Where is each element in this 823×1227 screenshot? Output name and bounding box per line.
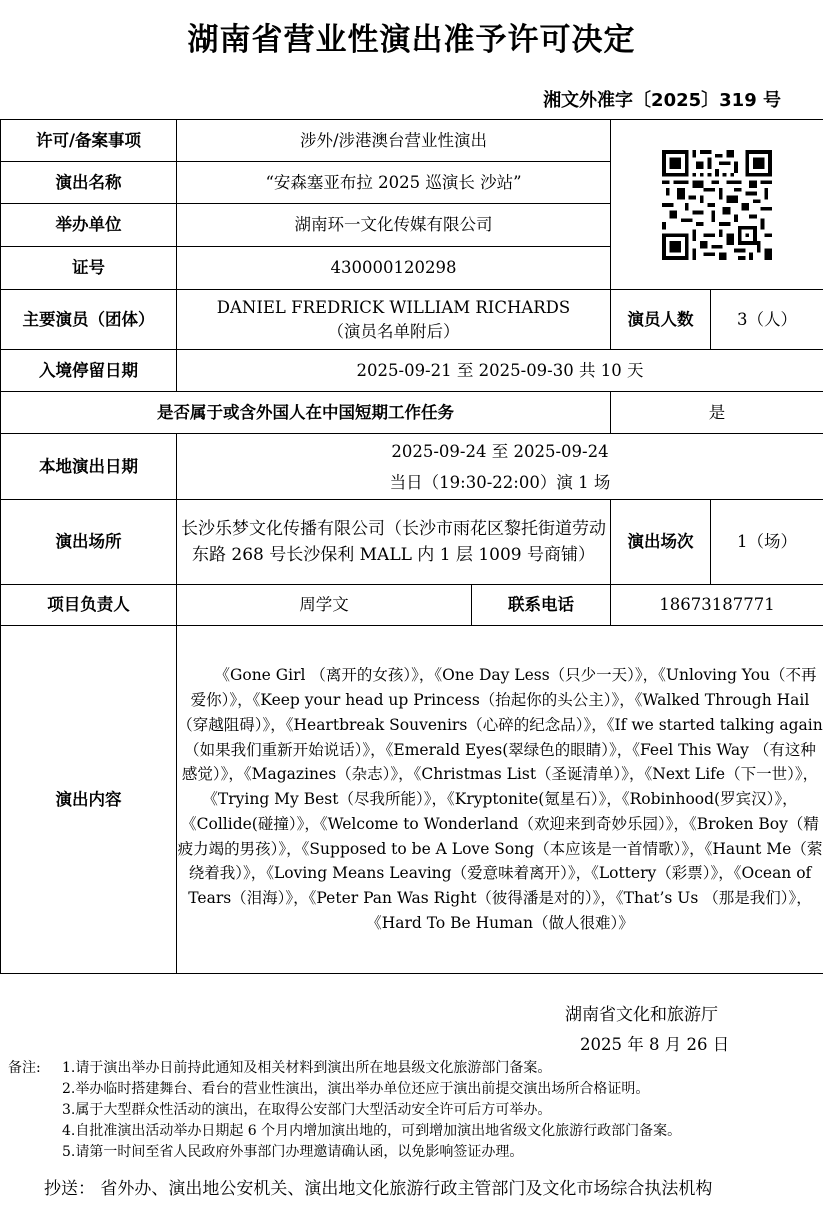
remarks-section	[8, 1058, 818, 1163]
remark-item: 5.请第一时间至省人民政府外事部门办理邀请确认函，以免影响签证办理。	[62, 1144, 524, 1160]
issue-date: 2025 年 8 月 26 日	[580, 1035, 730, 1054]
organizer-label: 举办单位	[1, 204, 177, 247]
performance-name-value: “安森塞亚布拉 2025 巡演长 沙站”	[177, 162, 611, 204]
entry-stay-value: 2025-09-21 至 2025-09-30 共 10 天	[177, 350, 823, 392]
local-date-session: 当日（19:30-22:00）演 1 场	[389, 472, 611, 492]
table-row	[1, 434, 823, 500]
sessions-label: 演出场次	[611, 500, 711, 585]
venue-label: 演出场所	[1, 500, 177, 585]
document-title: 湖南省营业性演出准予许可决定	[187, 22, 636, 58]
main-performer-value	[177, 290, 611, 350]
table-row	[1, 585, 823, 626]
main-performer-label: 主要演员（团体）	[1, 290, 177, 350]
local-date-range: 2025-09-24 至 2025-09-24	[391, 441, 609, 461]
performer-count-label: 演员人数	[611, 290, 711, 350]
manager-value: 周学文	[177, 585, 472, 626]
manager-label: 项目负责人	[1, 585, 177, 626]
short-term-work-value: 是	[611, 392, 823, 434]
organizer-value: 湖南环一文化传媒有限公司	[177, 204, 611, 247]
remark-item: 3.属于大型群众性活动的演出，在取得公安部门大型活动安全许可后方可举办。	[62, 1102, 552, 1118]
phone-label: 联系电话	[472, 585, 611, 626]
short-term-work-label: 是否属于或含外国人在中国短期工作任务	[1, 392, 611, 434]
document-number: 湘文外准字〔2025〕319 号	[543, 90, 781, 111]
certificate-label: 证号	[1, 247, 177, 290]
issuing-authority: 湖南省文化和旅游厅	[565, 1005, 718, 1025]
table-row	[1, 120, 823, 162]
venue-value: 长沙乐梦文化传播有限公司（长沙市雨花区黎托街道劳动东路 268 号长沙保利 MALL 内 1 层 1009 号商铺）	[177, 500, 611, 585]
local-date-value	[177, 434, 823, 500]
item-value: 涉外/涉港澳台营业性演出	[177, 120, 611, 162]
item-label: 许可/备案事项	[1, 120, 177, 162]
remark-item: 备注: 1.请于演出举办日前持此通知及相关材料到演出所在地县级文化旅游部门备案。	[8, 1058, 818, 1079]
qr-code-icon	[662, 150, 772, 260]
content-label: 演出内容	[1, 626, 177, 974]
performer-count-value: 3（人）	[711, 290, 823, 350]
performer-list-note: （演员名单附后）	[327, 321, 460, 341]
table-row	[1, 500, 823, 585]
remark-item: 2.举办临时搭建舞台、看台的营业性演出，演出举办单位还应于演出前提交演出场所合格证明。	[62, 1081, 650, 1097]
certificate-value: 430000120298	[177, 247, 611, 290]
content-value: 《Gone Girl （离开的女孩）》，《One Day Less（只少一天）》，《Unloving You（不再爱你）》，《Keep your head up Princess（抬起你的头公主）》，《Walked Through Hail （穿越阻碍）》，《Heartbreak Souvenirs（心碎的纪念品）》，《If we started talking again（如果我们重新开始说话）》，《Emerald Eyes(翠绿色的眼睛）》，《Feel This Way （有这种感觉）》，《Magazines（杂志）》，《Christmas List（圣诞清单）》，《Next Life（下一世）》，《Trying My Best（尽我所能）》，《Kryptonite(氪星石）》，《Robinhood(罗宾汉）》，《Collide(碰撞）》，《Welcome to Wonderland（欢迎来到奇妙乐园）》，《Broken Boy（精疲力竭的男孩）》，《Supposed to be A Love Song（本应该是一首情歌）》，《Haunt Me（萦绕着我）》，《Loving Means Leaving（爱意味着离开）》，《Lottery（彩票）》，《Ocean of Tears（泪海）》，《Peter Pan Was Right（彼得潘是对的）》，《That’s Us （那是我们）》，《Hard To Be Human（做人很难）》	[177, 626, 823, 974]
local-date-label: 本地演出日期	[1, 434, 177, 500]
table-row	[1, 626, 823, 974]
remark-item: 4.自批准演出活动举办日期起 6 个月内增加演出地的，可到增加演出地省级文化旅游行政部门备案。	[62, 1123, 682, 1139]
performance-name-label: 演出名称	[1, 162, 177, 204]
table-row	[1, 350, 823, 392]
phone-value: 18673187771	[611, 585, 823, 626]
permit-table	[0, 119, 823, 974]
remarks-label: 备注:	[8, 1060, 41, 1076]
qr-code-cell	[611, 120, 823, 290]
performer-name: DANIEL FREDRICK WILLIAM RICHARDS	[216, 297, 571, 317]
sessions-value: 1（场）	[711, 500, 823, 585]
entry-stay-label: 入境停留日期	[1, 350, 177, 392]
table-row	[1, 392, 823, 434]
copy-to-line: 抄送： 省外办、演出地公安机关、演出地文化旅游行政主管部门及文化市场综合执法机构	[44, 1179, 713, 1199]
table-row	[1, 290, 823, 350]
